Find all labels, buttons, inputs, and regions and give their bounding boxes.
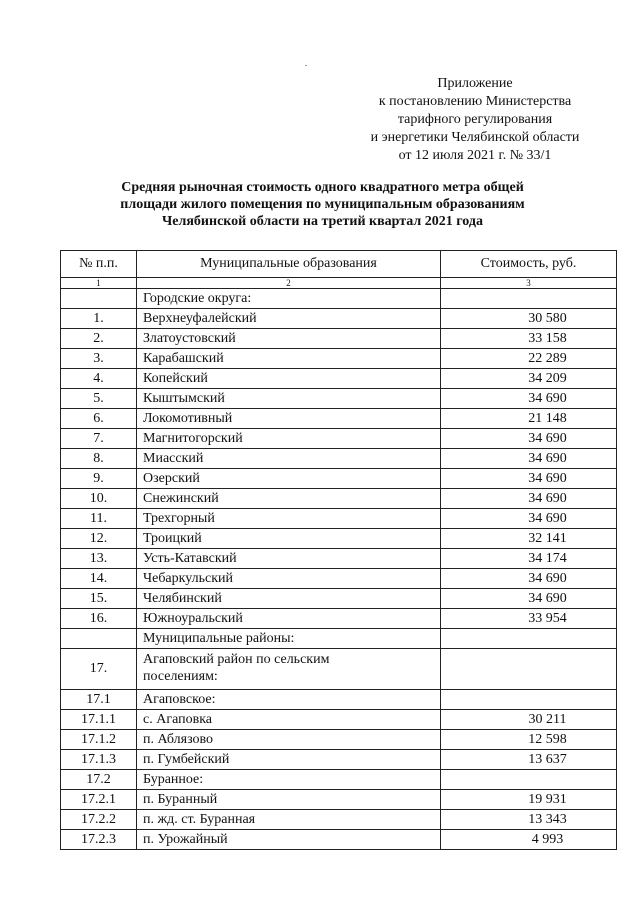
table-row bbox=[61, 369, 617, 389]
table-row bbox=[61, 449, 617, 469]
row-name: п. Аблязово bbox=[137, 730, 441, 750]
table-row bbox=[61, 730, 617, 750]
table-row bbox=[61, 509, 617, 529]
row-name: п. жд. ст. Буранная bbox=[137, 810, 441, 830]
row-name: Карабашский bbox=[137, 349, 441, 369]
table-row bbox=[61, 469, 617, 489]
row-cost: 22 289 bbox=[441, 349, 617, 369]
row-name: Златоустовский bbox=[137, 329, 441, 349]
settlement-rows bbox=[61, 790, 617, 850]
table-row bbox=[61, 409, 617, 429]
row-name: Трехгорный bbox=[137, 509, 441, 529]
row-name: с. Агаповка bbox=[137, 710, 441, 730]
table-row bbox=[61, 309, 617, 329]
appendix-line: от 12 июля 2021 г. № 33/1 bbox=[398, 148, 552, 163]
row-num: 17.1 bbox=[61, 690, 137, 710]
row-cost: 13 343 bbox=[441, 810, 617, 830]
row-name: Челябинский bbox=[137, 589, 441, 609]
district-line: Агаповский район по сельским bbox=[143, 652, 330, 667]
row-cost: 21 148 bbox=[441, 409, 617, 429]
table-row bbox=[61, 609, 617, 629]
row-cost: 12 598 bbox=[441, 730, 617, 750]
title-line: Средняя рыночная стоимость одного квадратного метра общей bbox=[121, 180, 524, 195]
row-cost: 33 158 bbox=[441, 329, 617, 349]
row-cost: 34 690 bbox=[441, 509, 617, 529]
settlement-name: Буранное: bbox=[137, 770, 441, 790]
row-cost: 34 209 bbox=[441, 369, 617, 389]
row-name: Чебаркульский bbox=[137, 569, 441, 589]
row-cost: 13 637 bbox=[441, 750, 617, 770]
table-row bbox=[61, 810, 617, 830]
settlement-row bbox=[61, 690, 617, 710]
row-num: 4. bbox=[61, 369, 137, 389]
table-row bbox=[61, 790, 617, 810]
row-num: 17.2 bbox=[61, 770, 137, 790]
row-num: 16. bbox=[61, 609, 137, 629]
row-num: 12. bbox=[61, 529, 137, 549]
table-row bbox=[61, 830, 617, 850]
row-name: Снежинский bbox=[137, 489, 441, 509]
row-cost: 34 690 bbox=[441, 449, 617, 469]
table-row bbox=[61, 429, 617, 449]
appendix-block bbox=[330, 75, 620, 165]
row-num: 15. bbox=[61, 589, 137, 609]
row-cost: 34 690 bbox=[441, 569, 617, 589]
header-num: № п.п. bbox=[61, 251, 137, 278]
row-num: 17.1.3 bbox=[61, 750, 137, 770]
row-name: Миасский bbox=[137, 449, 441, 469]
row-num: 2. bbox=[61, 329, 137, 349]
row-num: 7. bbox=[61, 429, 137, 449]
row-num: 17.1.1 bbox=[61, 710, 137, 730]
settlement-row bbox=[61, 770, 617, 790]
row-cost: 30 580 bbox=[441, 309, 617, 329]
urban-rows bbox=[61, 309, 617, 629]
column-number-row bbox=[61, 278, 617, 289]
table-row bbox=[61, 329, 617, 349]
row-name: Копейский bbox=[137, 369, 441, 389]
row-name: Усть-Катавский bbox=[137, 549, 441, 569]
document-title bbox=[60, 179, 585, 230]
row-cost: 34 690 bbox=[441, 489, 617, 509]
district-row bbox=[61, 649, 617, 690]
row-num: 10. bbox=[61, 489, 137, 509]
row-name: Южноуральский bbox=[137, 609, 441, 629]
row-num: 17.2.3 bbox=[61, 830, 137, 850]
table-row bbox=[61, 750, 617, 770]
table-row bbox=[61, 589, 617, 609]
section-row bbox=[61, 629, 617, 649]
row-cost: 34 690 bbox=[441, 429, 617, 449]
cost-table bbox=[60, 250, 617, 850]
row-num: 17.2.2 bbox=[61, 810, 137, 830]
header-cost: Стоимость, руб. bbox=[441, 251, 617, 278]
row-num: 17.2.1 bbox=[61, 790, 137, 810]
row-cost: 32 141 bbox=[441, 529, 617, 549]
row-name: Верхнеуфалейский bbox=[137, 309, 441, 329]
table-row bbox=[61, 489, 617, 509]
col-number: 2 bbox=[137, 278, 441, 289]
section-row bbox=[61, 289, 617, 309]
section-label: Городские округа: bbox=[137, 289, 441, 309]
row-num: 13. bbox=[61, 549, 137, 569]
header-row bbox=[61, 251, 617, 278]
row-num: 1. bbox=[61, 309, 137, 329]
row-num: 14. bbox=[61, 569, 137, 589]
row-name: Магнитогорский bbox=[137, 429, 441, 449]
row-num: 3. bbox=[61, 349, 137, 369]
district-name bbox=[137, 649, 441, 690]
table-row bbox=[61, 349, 617, 369]
header-municipality: Муниципальные образования bbox=[137, 251, 441, 278]
row-cost: 34 174 bbox=[441, 549, 617, 569]
district-line: поселениям: bbox=[143, 669, 218, 684]
appendix-line: тарифного регулирования bbox=[397, 112, 553, 127]
table-row bbox=[61, 389, 617, 409]
row-name: Локомотивный bbox=[137, 409, 441, 429]
row-num: 5. bbox=[61, 389, 137, 409]
row-num: 11. bbox=[61, 509, 137, 529]
row-name: Кыштымский bbox=[137, 389, 441, 409]
title-line: площади жилого помещения по муниципальным образованиям bbox=[120, 197, 525, 212]
row-cost: 33 954 bbox=[441, 609, 617, 629]
row-num: 6. bbox=[61, 409, 137, 429]
col-number: 1 bbox=[61, 278, 137, 289]
title-line: Челябинской области на третий квартал 2021 года bbox=[162, 214, 483, 229]
row-cost: 34 690 bbox=[441, 469, 617, 489]
row-name: Озерский bbox=[137, 469, 441, 489]
row-cost: 30 211 bbox=[441, 710, 617, 730]
row-name: Троицкий bbox=[137, 529, 441, 549]
row-cost: 19 931 bbox=[441, 790, 617, 810]
table-row bbox=[61, 710, 617, 730]
row-name: п. Буранный bbox=[137, 790, 441, 810]
appendix-line: к постановлению Министерства bbox=[378, 94, 572, 109]
table-row bbox=[61, 549, 617, 569]
row-name: п. Урожайный bbox=[137, 830, 441, 850]
settlement-name: Агаповское: bbox=[137, 690, 441, 710]
row-num: 8. bbox=[61, 449, 137, 469]
row-num: 17. bbox=[61, 649, 137, 690]
appendix-line: и энергетики Челябинской области bbox=[370, 130, 580, 145]
row-num: 9. bbox=[61, 469, 137, 489]
row-cost: 34 690 bbox=[441, 389, 617, 409]
appendix-line: Приложение bbox=[437, 76, 513, 91]
row-num: 17.1.2 bbox=[61, 730, 137, 750]
row-cost: 4 993 bbox=[441, 830, 617, 850]
scan-speck bbox=[305, 65, 307, 66]
table-row bbox=[61, 569, 617, 589]
table-row bbox=[61, 529, 617, 549]
row-cost: 34 690 bbox=[441, 589, 617, 609]
col-number: 3 bbox=[441, 278, 617, 289]
section-label: Муниципальные районы: bbox=[137, 629, 441, 649]
settlement-rows bbox=[61, 710, 617, 770]
row-name: п. Гумбейский bbox=[137, 750, 441, 770]
